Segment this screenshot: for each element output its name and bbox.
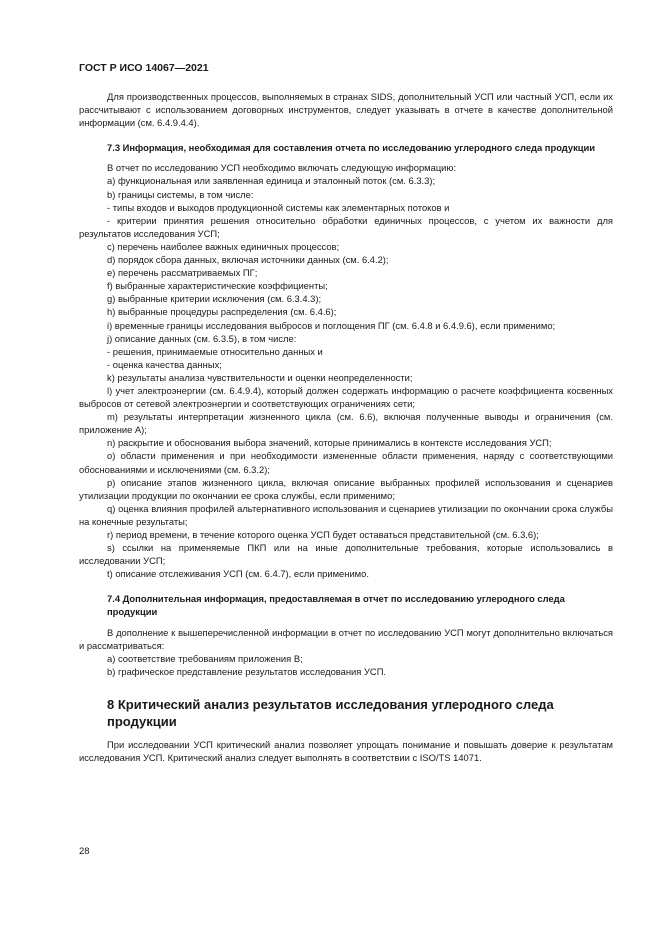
list-item: a) функциональная или заявленная единица и эталонный поток (см. 6.3.3); [107, 175, 436, 187]
list-item: h) выбранные процедуры распределения (см. 6.4.6); [107, 306, 337, 318]
list-item: j) описание данных (см. 6.3.5), в том числе: [107, 332, 297, 344]
section-8-title: 8 Критический анализ результатов исследования углеродного следа продукции [107, 696, 554, 729]
document-header: ГОСТ Р ИСО 14067—2021 [79, 62, 209, 74]
list-item: f) выбранные характеристические коэффициенты; [107, 280, 328, 292]
list-item: l) учет электроэнергии (см. 6.4.9.4), который должен содержать информацию о расчете коэффициента косвенных выбросов от сетевой электроэнергии и соответствующих ограничениях сети; [79, 384, 613, 410]
list-item: - решения, принимаемые относительно данных и [107, 345, 323, 357]
list-item: m) результаты интерпретации жизненного цикла (см. 6.6), включая полученные выводы и ограничения (см. приложение А); [79, 411, 613, 436]
list-item: o) области применения и при необходимости измененные области применения, наряду с соответствующими обоснованиями и исключениями (см. 6.3.2); [79, 450, 613, 475]
list-item: t) описание отслеживания УСП (см. 6.4.7), если применимо. [107, 568, 369, 580]
section-8-text: При исследовании УСП критический анализ позволяет упрощать понимание и повышать доверие к результатам исследования УСП. Критический анализ следует выполнять в соответствии с ISO/TS 14071. [79, 738, 613, 764]
list-item: r) период времени, в течение которого оценка УСП будет оставаться представительной (см. 6.3.6); [107, 529, 539, 540]
list-item: b) графическое представление результатов исследования УСП. [107, 665, 387, 677]
list-item: i) временные границы исследования выбросов и поглощения ПГ (см. 6.4.8 и 6.4.9.6), если применимо; [107, 319, 556, 331]
list-item: - оценка качества данных; [107, 358, 222, 370]
list-item: - типы входов и выходов продукционной системы как элементарных потоков и [107, 201, 450, 213]
list-item: g) выбранные критерии исключения (см. 6.3.4.3); [107, 293, 322, 305]
list-item: p) описание этапов жизненного цикла, включая описание выбранных профилей использования и сценариев утилизации продукции по окончании ее срока службы, если применимо; [79, 476, 613, 501]
intro-paragraph: Для производственных процессов, выполняемых в странах SIDS, дополнительный УСП или частный УСП, если их рассчитывают с использованием договорных инструментов, следует указывать в отчете в качестве дополнительной информации (см. 6.4.9.4.4). [79, 91, 613, 129]
list-item: s) ссылки на применяемые ПКП или на иные дополнительные требования, которые использовались в исследовании УСП; [79, 542, 613, 567]
list-item: n) раскрытие и обоснования выбора значений, которые принимались в контексте исследования УСП; [107, 437, 552, 449]
list-item: b) границы системы, в том числе: [107, 188, 254, 200]
list-item: e) перечень рассматриваемых ПГ; [107, 267, 258, 279]
list-item: q) оценка влияния профилей альтернативного использования и сценариев утилизации по окончании срока службы на конечные результаты; [79, 502, 613, 527]
list-item: d) порядок сбора данных, включая источники данных (см. 6.4.2); [107, 254, 389, 266]
list-item: c) перечень наиболее важных единичных процессов; [107, 240, 340, 252]
list-item: k) результаты анализа чувствительности и оценки неопределенности; [107, 371, 413, 383]
section-7-3-lead: В отчет по исследованию УСП необходимо включать следующую информацию: [107, 162, 457, 174]
list-item: - критерии принятия решения относительно обработки единичных процессов, с учетом их важности для результатов исследования УСП; [79, 214, 613, 239]
page-body [79, 90, 613, 764]
page-number: 28 [79, 846, 90, 857]
section-7-4-title: 7.4 Дополнительная информация, предоставляемая в отчет по исследованию углеродного следа продукции [107, 593, 565, 618]
section-7-3-title: 7.3 Информация, необходимая для составления отчета по исследованию углеродного следа продукции [107, 142, 596, 154]
section-7-4-lead: В дополнение к вышеперечисленной информации в отчет по исследованию УСП могут дополнительно включаться и рассматриваться: [79, 626, 613, 651]
list-item: a) соответствие требованиям приложения В; [107, 652, 303, 664]
